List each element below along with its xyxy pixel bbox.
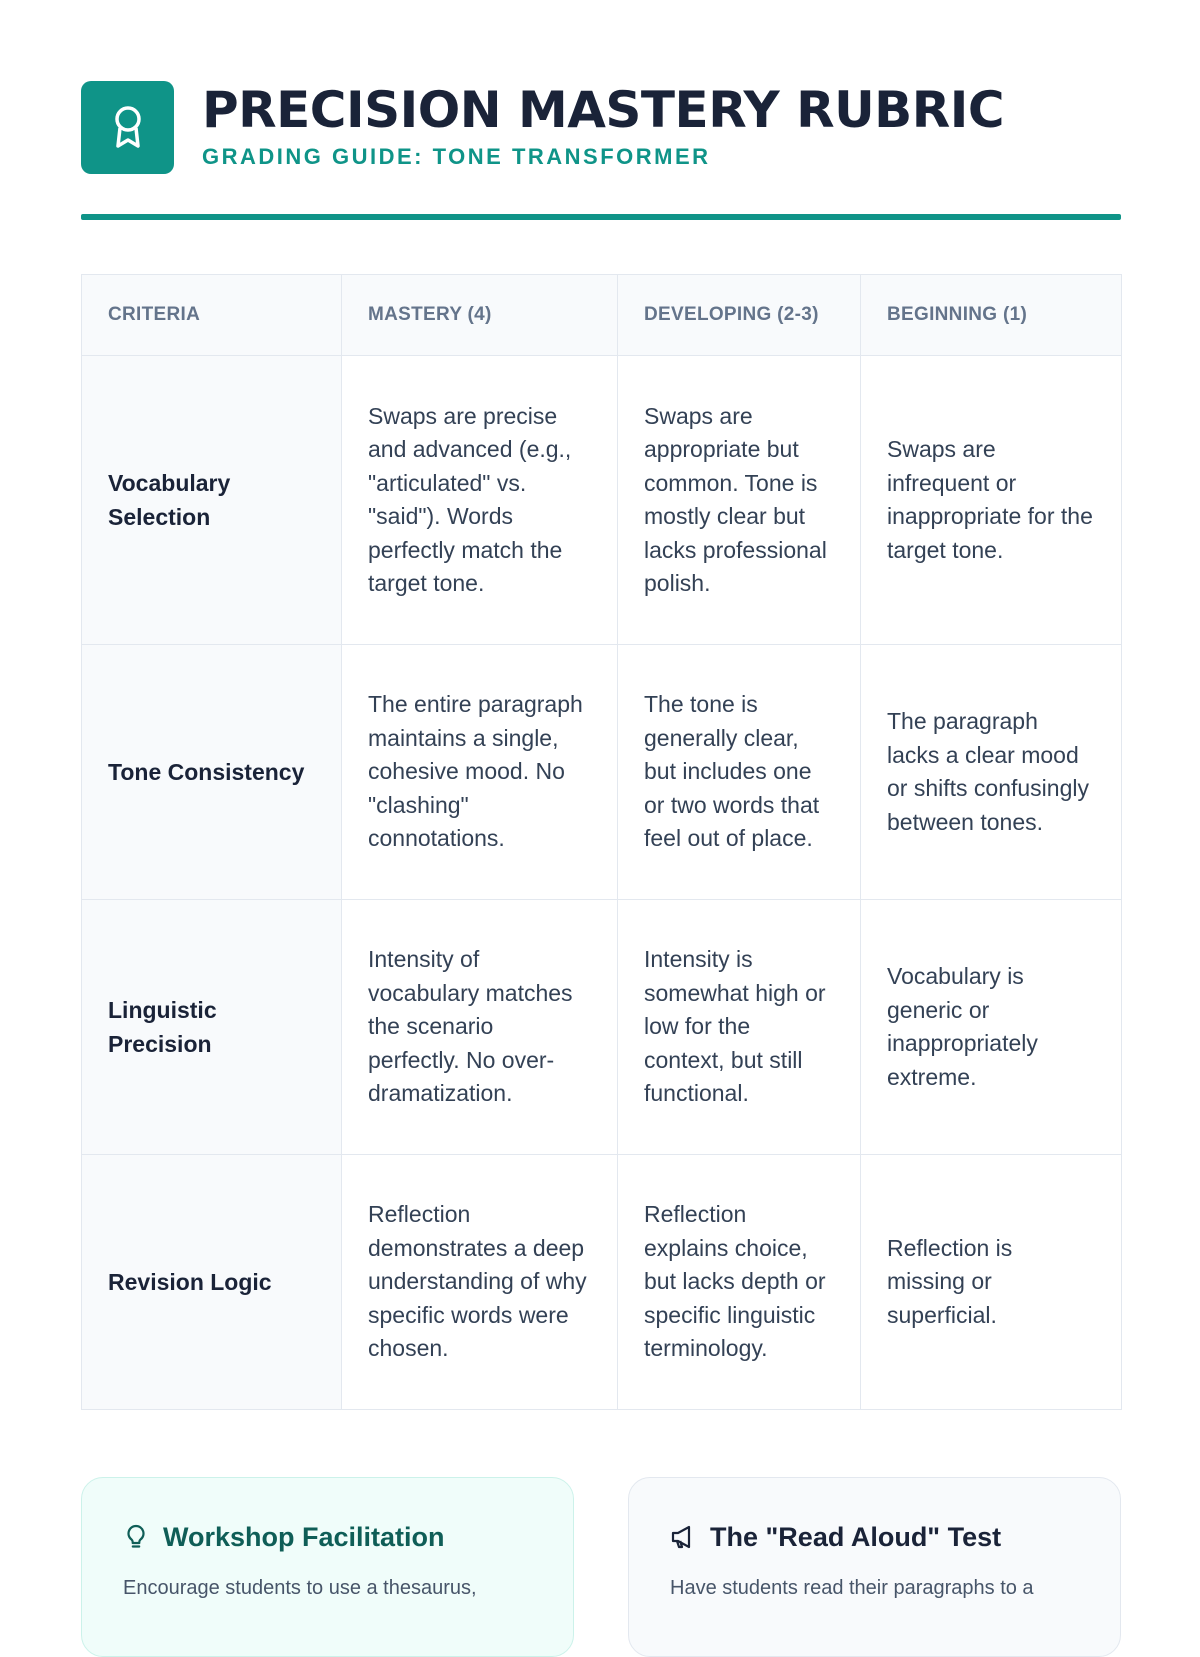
column-header-beginning: BEGINNING (1) [861, 275, 1122, 356]
mastery-cell: The entire paragraph maintains a single, cohesive mood. No "clashing" connotations. [342, 645, 618, 900]
beginning-cell: Reflection is missing or superficial. [861, 1155, 1122, 1410]
beginning-cell: Swaps are infrequent or inappropriate for the target tone. [861, 356, 1122, 645]
page-subtitle: GRADING GUIDE: TONE TRANSFORMER [202, 144, 711, 169]
developing-cell: Intensity is somewhat high or low for the context, but still functional. [618, 900, 861, 1155]
page-header [81, 81, 1121, 175]
rubric-table [81, 274, 1122, 1410]
criteria-cell: Vocabulary Selection [82, 356, 342, 645]
developing-cell: Swaps are appropriate but common. Tone is mostly clear but lacks professional polish. [618, 356, 861, 645]
beginning-cell: The paragraph lacks a clear mood or shifts confusingly between tones. [861, 645, 1122, 900]
page-title: PRECISION MASTERY RUBRIC [202, 81, 1005, 139]
megaphone-icon [670, 1523, 696, 1551]
card-text: Have students read their paragraphs to a [670, 1577, 1034, 1599]
criteria-cell: Linguistic Precision [82, 900, 342, 1155]
table-row [82, 1155, 1122, 1410]
workshop-facilitation-card [81, 1477, 574, 1657]
table-header-row [82, 275, 1122, 356]
card-title-row [670, 1520, 1079, 1554]
mastery-cell: Intensity of vocabulary matches the scenario perfectly. No over-dramatization. [342, 900, 618, 1155]
table-row [82, 645, 1122, 900]
header-divider [81, 214, 1121, 220]
table-row [82, 356, 1122, 645]
developing-cell: Reflection explains choice, but lacks depth or specific linguistic terminology. [618, 1155, 861, 1410]
beginning-cell: Vocabulary is generic or inappropriately extreme. [861, 900, 1122, 1155]
read-aloud-test-card [628, 1477, 1121, 1657]
award-badge [81, 81, 174, 174]
card-title-row [123, 1520, 532, 1554]
criteria-cell: Revision Logic [82, 1155, 342, 1410]
mastery-cell: Reflection demonstrates a deep understanding of why specific words were chosen. [342, 1155, 618, 1410]
table-row [82, 900, 1122, 1155]
card-title: The "Read Aloud" Test [710, 1522, 1002, 1552]
column-header-criteria: CRITERIA [82, 275, 342, 356]
mastery-cell: Swaps are precise and advanced (e.g., "articulated" vs. "said"). Words perfectly match the target tone. [342, 356, 618, 645]
card-text: Encourage students to use a thesaurus, [123, 1577, 477, 1599]
criteria-cell: Tone Consistency [82, 645, 342, 900]
developing-cell: The tone is generally clear, but includes one or two words that feel out of place. [618, 645, 861, 900]
lightbulb-icon [123, 1523, 149, 1551]
column-header-mastery: MASTERY (4) [342, 275, 618, 356]
card-title: Workshop Facilitation [163, 1522, 445, 1552]
column-header-developing: DEVELOPING (2-3) [618, 275, 861, 356]
award-ribbon-icon [108, 104, 148, 152]
